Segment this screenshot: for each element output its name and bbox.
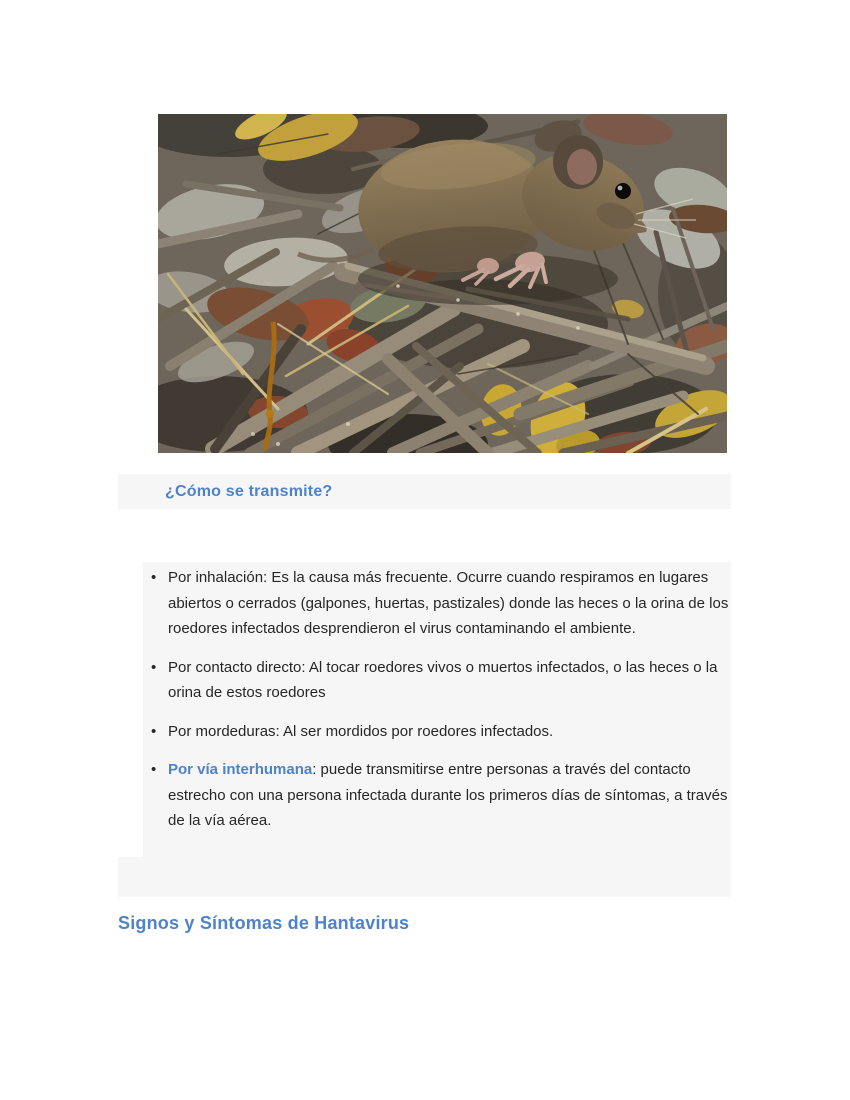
shaded-spacer [118, 857, 731, 897]
transmission-list [168, 565, 731, 834]
list-item-text: : puede transmitirse entre personas a través del contacto estrecho con una persona infectada durante los primeros días de síntomas, a través de la vía aérea. [168, 761, 728, 829]
rodent-photo [158, 114, 727, 453]
transmission-heading-band [118, 474, 731, 509]
root-knot [266, 410, 274, 418]
list-item-text: Por contacto directo: Al tocar roedores vivos o muertos infectados, o las heces o la orina de estos roedores [168, 658, 718, 701]
list-item [168, 719, 731, 745]
list-item [168, 565, 731, 642]
transmission-list-shade [143, 562, 731, 857]
transmission-heading: ¿Cómo se transmite? [165, 482, 333, 500]
list-item-text: Por inhalación: Es la causa más frecuente. Ocurre cuando respiramos en lugares abiertos o cerrados (galpones, huertas, pastizales) donde las heces o la orina de los roedores infectados desprendieron el virus contaminando el ambiente. [168, 569, 729, 637]
mouse-eye [615, 183, 631, 199]
list-item [168, 655, 731, 706]
rodent-photo-illustration [158, 114, 727, 453]
symptoms-heading: Signos y Síntomas de Hantavirus [118, 913, 410, 933]
transmission-section [118, 562, 731, 897]
list-item-text: Por mordeduras: Al ser mordidos por roedores infectados. [168, 722, 554, 740]
list-item-lead: Por vía interhumana [168, 761, 313, 778]
list-item [168, 757, 731, 834]
